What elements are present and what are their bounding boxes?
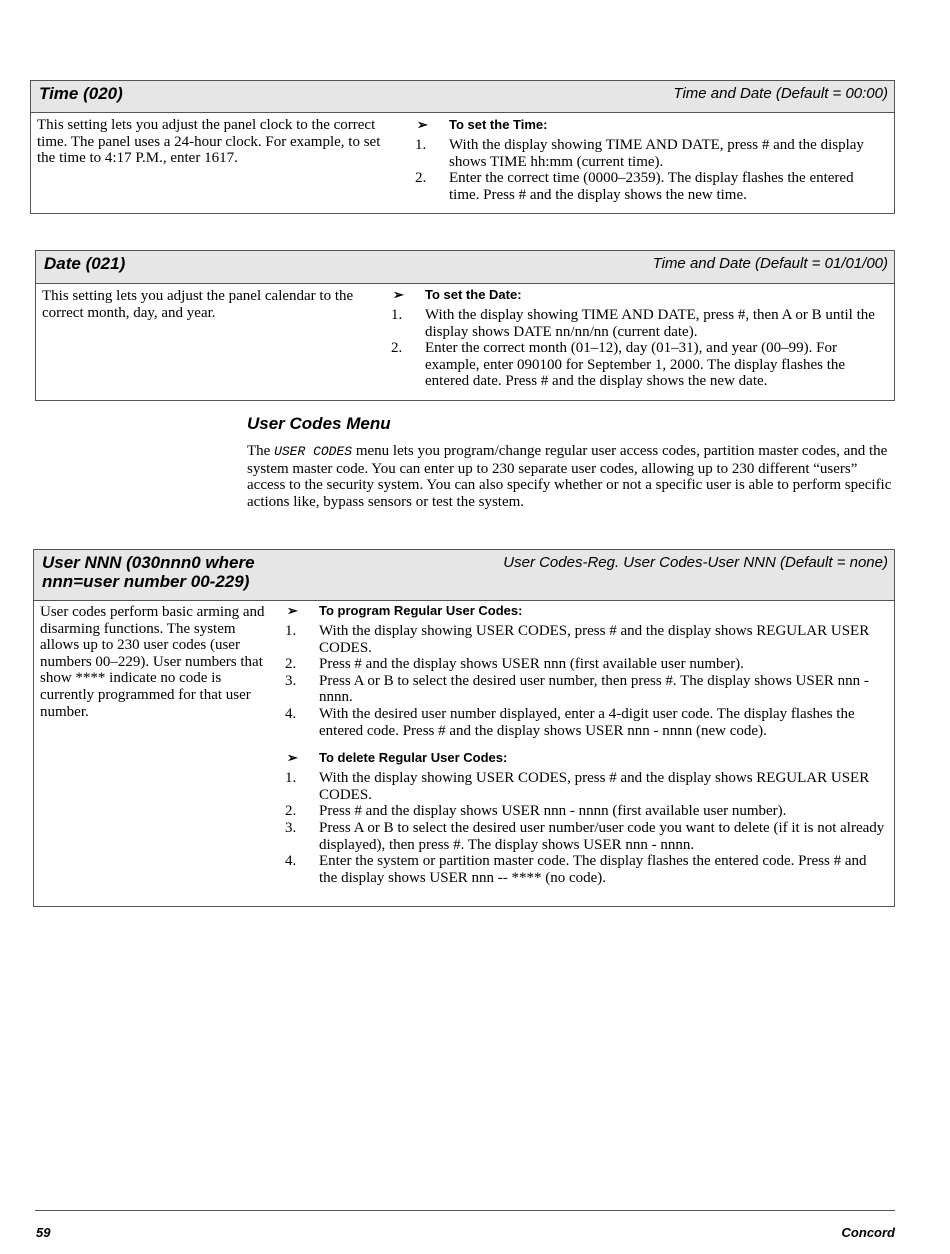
list-item bbox=[415, 137, 887, 170]
program-codes-heading bbox=[285, 602, 887, 620]
time-procedure-heading bbox=[415, 116, 887, 134]
text-rest: menu lets you program/change regular user access codes, partition master codes, and the system master code. You can enter up to 230 separate user codes, allowing up to 230 different “users” access to the security system. You can also specify whether or not a specific user is able to perform specific actions like, bypass sensors or test the system. bbox=[247, 443, 892, 510]
time-steps bbox=[415, 137, 887, 203]
step-number: 1. bbox=[285, 623, 297, 639]
list-item bbox=[285, 853, 887, 886]
step-text: Press A or B to select the desired user number, then press #. The display shows USER nnn - nnnn. bbox=[319, 672, 869, 706]
step-number: 2. bbox=[391, 340, 403, 357]
arrowhead-bullet-icon: ➢ bbox=[287, 750, 298, 766]
user-codes-menu-heading: User Codes Menu bbox=[247, 414, 391, 433]
time-setting-title: Time (020) bbox=[39, 84, 123, 103]
step-text: Press A or B to select the desired user number/user code you want to delete (if it is not already displayed), then press #. The display shows USER nnn - nnnn. bbox=[319, 819, 885, 853]
date-procedure-heading bbox=[391, 286, 887, 304]
step-text: With the display showing TIME AND DATE, press #, then A or B until the display shows DATE nn/nn/nn (current date). bbox=[425, 307, 875, 340]
step-text: With the display showing USER CODES, press # and the display shows REGULAR USER CODES. bbox=[319, 623, 870, 656]
delete-codes-heading bbox=[285, 749, 887, 767]
user-nnn-setting-box bbox=[33, 549, 895, 907]
step-text: With the desired user number displayed, enter a 4-digit user code. The display flashes the entered code. Press # and the display shows USER nnn - nnnn (new code). bbox=[319, 705, 855, 739]
step-text: Enter the correct time (0000–2359). The display flashes the entered time. Press # and the display shows the new time. bbox=[449, 170, 854, 203]
list-item bbox=[415, 170, 887, 203]
user-nnn-setting-subtitle: User Codes-Reg. User Codes-User NNN (Default = none) bbox=[503, 554, 888, 571]
date-procedure-title: To set the Date: bbox=[425, 287, 522, 302]
delete-codes-title: To delete Regular User Codes: bbox=[319, 750, 508, 766]
time-setting-box bbox=[30, 80, 895, 214]
product-name: Concord bbox=[841, 1225, 895, 1240]
list-item bbox=[285, 770, 887, 803]
arrowhead-bullet-icon: ➢ bbox=[287, 603, 298, 618]
user-nnn-description: User codes perform basic arming and disarming functions. The system allows up to 230 user codes (user numbers 00–229). User numbers that show **** indicate no code is currently programmed for that user number. bbox=[40, 604, 265, 720]
date-description: This setting lets you adjust the panel calendar to the correct month, day, and year. bbox=[42, 288, 354, 321]
arrowhead-bullet-icon: ➢ bbox=[417, 117, 428, 132]
list-item bbox=[285, 706, 887, 739]
program-codes-title: To program Regular User Codes: bbox=[319, 603, 523, 618]
step-number: 1. bbox=[391, 307, 403, 323]
program-steps bbox=[285, 623, 887, 739]
time-procedure bbox=[415, 116, 887, 203]
list-item bbox=[391, 340, 887, 390]
step-text: Press # and the display shows USER nnn - nnnn (first available user number). bbox=[319, 803, 787, 820]
user-nnn-procedures bbox=[285, 602, 887, 886]
step-number: 3. bbox=[285, 672, 297, 689]
page-number: 59 bbox=[36, 1225, 51, 1240]
list-item bbox=[285, 820, 887, 853]
time-setting-subtitle: Time and Date (Default = 00:00) bbox=[673, 85, 888, 102]
list-item bbox=[285, 803, 887, 820]
list-item bbox=[285, 656, 887, 673]
date-setting-subtitle: Time and Date (Default = 01/01/00) bbox=[652, 255, 888, 272]
step-number: 1. bbox=[285, 770, 297, 787]
step-text: With the display showing USER CODES, press # and the display shows REGULAR USER CODES. bbox=[319, 770, 870, 803]
delete-steps bbox=[285, 770, 887, 886]
menu-name: USER CODES bbox=[274, 444, 353, 459]
list-item bbox=[285, 623, 887, 656]
step-text: Enter the correct month (01–12), day (01–31), and year (00–99). For example, enter 090100 for September 1, 2000. The display flashes the entered date. Press # and the display shows the new date. bbox=[425, 340, 846, 390]
date-setting-title: Date (021) bbox=[44, 254, 126, 273]
list-item bbox=[391, 307, 887, 340]
footer-divider bbox=[35, 1210, 895, 1211]
step-text: With the display showing TIME AND DATE, press # and the display shows TIME hh:mm (current time). bbox=[449, 137, 864, 170]
time-description: This setting lets you adjust the panel clock to the correct time. The panel uses a 24-hour clock. For example, to set the time to 4:17 P.M., enter 1617. bbox=[37, 117, 381, 167]
step-number: 3. bbox=[285, 819, 297, 836]
time-procedure-title: To set the Time: bbox=[449, 117, 548, 132]
spacer bbox=[285, 739, 887, 749]
time-setting-header bbox=[31, 81, 894, 113]
step-number: 1. bbox=[415, 137, 427, 153]
date-setting-box bbox=[35, 250, 895, 401]
step-text: Enter the system or partition master code. The display flashes the entered code. Press # and the display shows USER nnn -- **** (no code). bbox=[319, 853, 867, 886]
date-steps bbox=[391, 307, 887, 390]
step-number: 2. bbox=[285, 803, 297, 820]
text-prefix: The bbox=[247, 443, 275, 459]
step-number: 2. bbox=[285, 656, 297, 673]
step-number: 4. bbox=[285, 853, 297, 870]
date-procedure bbox=[391, 286, 887, 390]
step-number: 2. bbox=[415, 170, 427, 187]
list-item bbox=[285, 673, 887, 706]
step-number: 4. bbox=[285, 705, 297, 722]
arrowhead-bullet-icon: ➢ bbox=[393, 287, 404, 302]
user-nnn-setting-title: User NNN (030nnn0 where nnn=user number 00-229) bbox=[42, 553, 255, 591]
step-text: Press # and the display shows USER nnn (first available user number). bbox=[319, 656, 744, 673]
date-setting-header bbox=[36, 251, 894, 284]
user-nnn-setting-header bbox=[34, 550, 894, 601]
user-codes-menu-text bbox=[247, 443, 895, 510]
